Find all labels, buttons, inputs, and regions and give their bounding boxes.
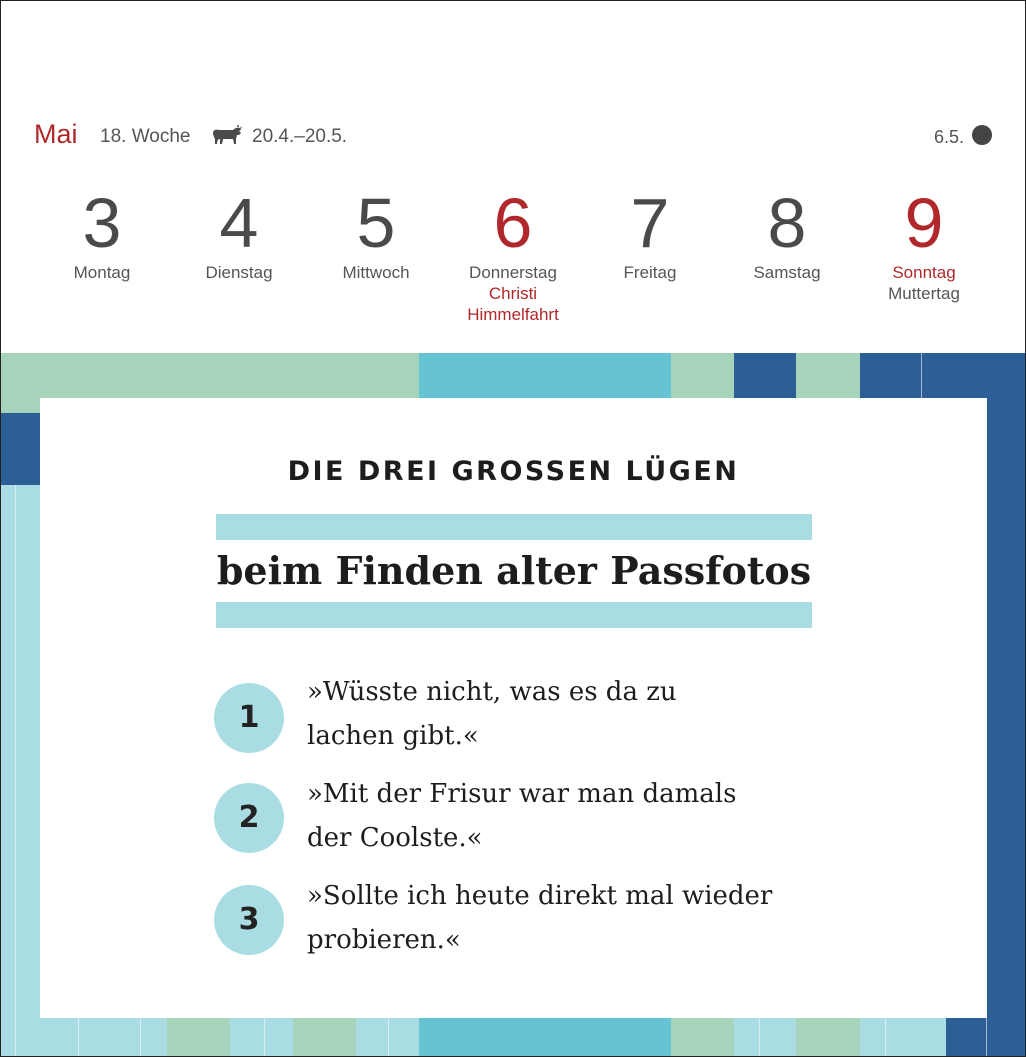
quote-line: lachen gibt.« xyxy=(307,721,479,751)
number-badge: 2 xyxy=(214,783,284,853)
pattern-line xyxy=(15,485,16,1056)
pattern-block xyxy=(734,353,796,398)
day-name: Mittwoch xyxy=(342,263,410,282)
pattern-block xyxy=(1,413,40,485)
month-label: Mai xyxy=(34,119,78,149)
number-badge: 3 xyxy=(214,885,284,955)
day-number: 4 xyxy=(219,184,259,262)
pattern-line xyxy=(264,1018,265,1056)
pattern-block xyxy=(1,353,419,398)
day-number: 6 xyxy=(493,184,533,262)
day-column-friday xyxy=(580,183,720,283)
day-name: Dienstag xyxy=(205,263,273,282)
calendar-header xyxy=(1,1,1025,353)
pattern-block xyxy=(796,353,860,398)
highlight-band-bottom xyxy=(216,602,812,628)
pattern-line xyxy=(921,353,922,398)
week-label: 18. Woche xyxy=(100,126,191,147)
pattern-block xyxy=(167,1018,230,1056)
highlight-band-top xyxy=(216,514,812,540)
day-number: 7 xyxy=(630,184,670,262)
pattern-block xyxy=(1,398,40,413)
day-name: Sonntag xyxy=(892,263,956,282)
day-number: 9 xyxy=(904,184,944,262)
pattern-block xyxy=(419,1018,671,1056)
day-name: Donnerstag xyxy=(469,263,557,282)
day-number: 3 xyxy=(82,184,122,262)
day-column-thursday xyxy=(443,183,583,325)
moon-phase-date: 6.5. xyxy=(934,127,965,147)
pattern-block xyxy=(734,1018,796,1056)
quote-line: »Wüsste nicht, was es da zu xyxy=(307,677,677,707)
pattern-line xyxy=(759,1018,760,1056)
holiday-label: Christi Himmelfahrt xyxy=(467,284,559,324)
number-badge: 1 xyxy=(214,683,284,753)
pattern-block xyxy=(860,1018,946,1056)
day-column-monday xyxy=(32,183,172,283)
day-column-wednesday xyxy=(306,183,446,283)
card-subtitle: beim Finden alter Passfotos xyxy=(216,548,812,593)
zodiac-date-range: 20.4.–20.5. xyxy=(252,126,348,147)
card-title: DIE DREI GROSSEN LÜGEN xyxy=(287,456,740,487)
full-moon-icon xyxy=(972,125,992,145)
quote-line: der Coolste.« xyxy=(307,823,483,853)
taurus-bull-icon xyxy=(211,123,243,147)
pattern-line xyxy=(885,1018,886,1056)
pattern-block xyxy=(796,1018,860,1056)
week-days xyxy=(1,183,1025,343)
pattern-block xyxy=(419,353,671,398)
pattern-block xyxy=(230,1018,293,1056)
content-card xyxy=(40,398,987,1018)
quote-line: »Mit der Frisur war man damals xyxy=(307,779,737,809)
holiday-label: Muttertag xyxy=(888,284,960,303)
day-name: Samstag xyxy=(753,263,821,282)
quote-text xyxy=(307,670,837,758)
pattern-block xyxy=(987,398,1025,1018)
day-number: 5 xyxy=(356,184,396,262)
day-name: Montag xyxy=(73,263,131,282)
pattern-block xyxy=(671,353,734,398)
pattern-line xyxy=(78,1018,79,1056)
pattern-block xyxy=(671,1018,734,1056)
quote-line: probieren.« xyxy=(307,925,461,955)
quote-line: »Sollte ich heute direkt mal wieder xyxy=(307,881,773,911)
pattern-block xyxy=(860,353,1025,398)
quote-text xyxy=(307,874,837,962)
pattern-line xyxy=(140,1018,141,1056)
pattern-block xyxy=(293,1018,356,1056)
quote-text xyxy=(307,772,837,860)
pattern-line xyxy=(388,1018,389,1056)
pattern-block xyxy=(1,485,40,1018)
day-name: Freitag xyxy=(623,263,677,282)
day-number: 8 xyxy=(767,184,807,262)
day-column-tuesday xyxy=(169,183,309,283)
day-column-saturday xyxy=(717,183,857,283)
day-column-sunday xyxy=(854,183,994,304)
pattern-block xyxy=(1,1018,167,1056)
